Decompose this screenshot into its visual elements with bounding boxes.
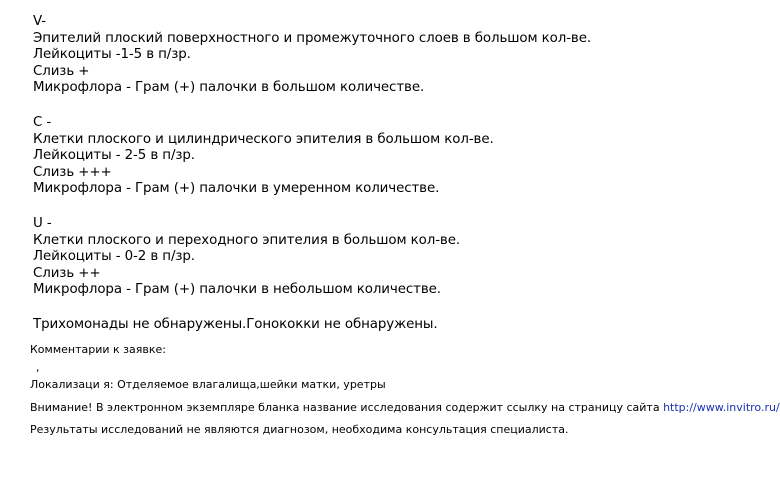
section-u-leukocytes: Лейкоциты - 0-2 в п/зр. bbox=[33, 249, 195, 265]
section-c-microflora: Микрофлора - Грам (+) палочки в умеренном количестве. bbox=[33, 181, 440, 197]
section-v-header: V- bbox=[33, 14, 47, 29]
section-u-mucus: Слизь ++ bbox=[33, 265, 101, 281]
section-v-leukocytes: Лейкоциты -1-5 в п/зр. bbox=[33, 47, 191, 63]
section-u-microflora: Микрофлора - Грам (+) палочки в небольшом количестве. bbox=[33, 282, 441, 298]
localization-text: Локализаци я: Отделяемое влагалища,шейки матки, уретры bbox=[30, 378, 386, 391]
comments-label: Комментарии к заявке: bbox=[30, 343, 166, 356]
invitro-link[interactable]: http://www.invitro.ru/ bbox=[663, 401, 780, 414]
section-c-mucus: Слизь +++ bbox=[33, 164, 112, 180]
warning-note bbox=[30, 401, 780, 415]
section-c-header: C - bbox=[33, 114, 52, 130]
trichomonas-result: Трихомонады не обнаружены.Гонококки не обнаружены. bbox=[33, 317, 438, 332]
section-c-leukocytes: Лейкоциты - 2-5 в п/зр. bbox=[33, 148, 195, 164]
smear-results bbox=[33, 14, 733, 299]
section-v-epithelium: Эпителий плоский поверхностного и промежуточного слоев в большом кол-ве. bbox=[33, 30, 592, 46]
section-u-epithelium: Клетки плоского и переходного эпителия в большом кол-ве. bbox=[33, 232, 461, 248]
comment-value: , bbox=[36, 361, 40, 374]
disclaimer-text: Результаты исследований не являются диагнозом, необходима консультация специалиста. bbox=[30, 423, 569, 436]
warning-text: Внимание! В электронном экземпляре бланка название исследования содержит ссылку на страницу сайта bbox=[30, 401, 664, 414]
section-c-epithelium: Клетки плоского и цилиндрического эпителия в большом кол-ве. bbox=[33, 131, 494, 147]
section-u-header: U - bbox=[33, 215, 52, 231]
section-u bbox=[33, 216, 733, 299]
section-c bbox=[33, 115, 733, 198]
section-v bbox=[33, 14, 733, 97]
section-v-mucus: Слизь + bbox=[33, 63, 90, 79]
section-v-microflora: Микрофлора - Грам (+) палочки в большом количестве. bbox=[33, 80, 425, 96]
